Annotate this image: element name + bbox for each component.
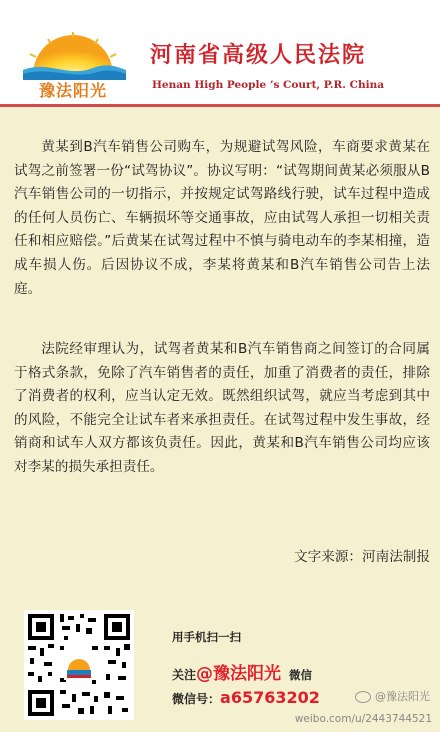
logo-text: 豫法阳光 [38, 81, 107, 100]
sunrise-logo-icon [18, 30, 128, 80]
follow-wechat-label: 微信 [289, 668, 313, 682]
header [0, 0, 440, 104]
wechat-id-row [172, 688, 320, 707]
weibo-logo-icon [355, 691, 371, 703]
article-body [0, 107, 440, 601]
article-paragraph-1: 黄某到B汽车销售公司购车，为规避试驾风险，车商要求黄某在试驾之前签署一份“试驾协议”。协议写明：“试驾期间黄某必须服从B汽车销售公司的一切指示，并按规定试驾路线行驶，试车过程中造成的任何人员伤亡、车辆损坏等交通事故，应由试驾人承担一切相关责任和相应赔偿。”后黄某在试驾过程中不慎与骑电动车的李某相撞，造成车损人伤。后因协议不成，李某将黄某和B汽车销售公司告上法庭。 [14, 139, 430, 297]
wechat-id-label: 微信号： [172, 692, 221, 706]
qr-code-icon[interactable] [24, 610, 134, 720]
watermark-handle: @豫法阳光 [375, 690, 430, 703]
wechat-id[interactable]: a65763202 [220, 688, 320, 707]
weibo-watermark [355, 688, 430, 704]
article-paragraph-2: 法院经审理认为，试驾者黄某和B汽车销售商之间签订的合同属于格式条款，免除了汽车销售者的责任，加重了消费者的责任，排除了消费者的权利，应当认定无效。既然组织试驾，就应当考虑到其中的风险，不能完全让试车者来承担责任。在试驾过程中发生事故，经销商和试车人双方都该负责任。因此，黄某和B汽车销售公司均应该对李某的损失承担责任。 [14, 341, 430, 475]
court-name-cn: 河南省高级人民法院 [150, 43, 367, 68]
scan-instruction: 用手机扫一扫 [172, 630, 241, 644]
follow-row [172, 659, 312, 684]
follow-handle[interactable]: @豫法阳光 [196, 664, 282, 684]
follow-label: 关注 [172, 668, 197, 682]
court-name-en: Henan High People ’s Court, P.R. China [152, 79, 385, 91]
article-source: 文字来源：河南法制报 [294, 549, 430, 565]
watermark-url: weibo.com/u/2443744521 [294, 713, 432, 725]
court-logo [18, 30, 128, 102]
